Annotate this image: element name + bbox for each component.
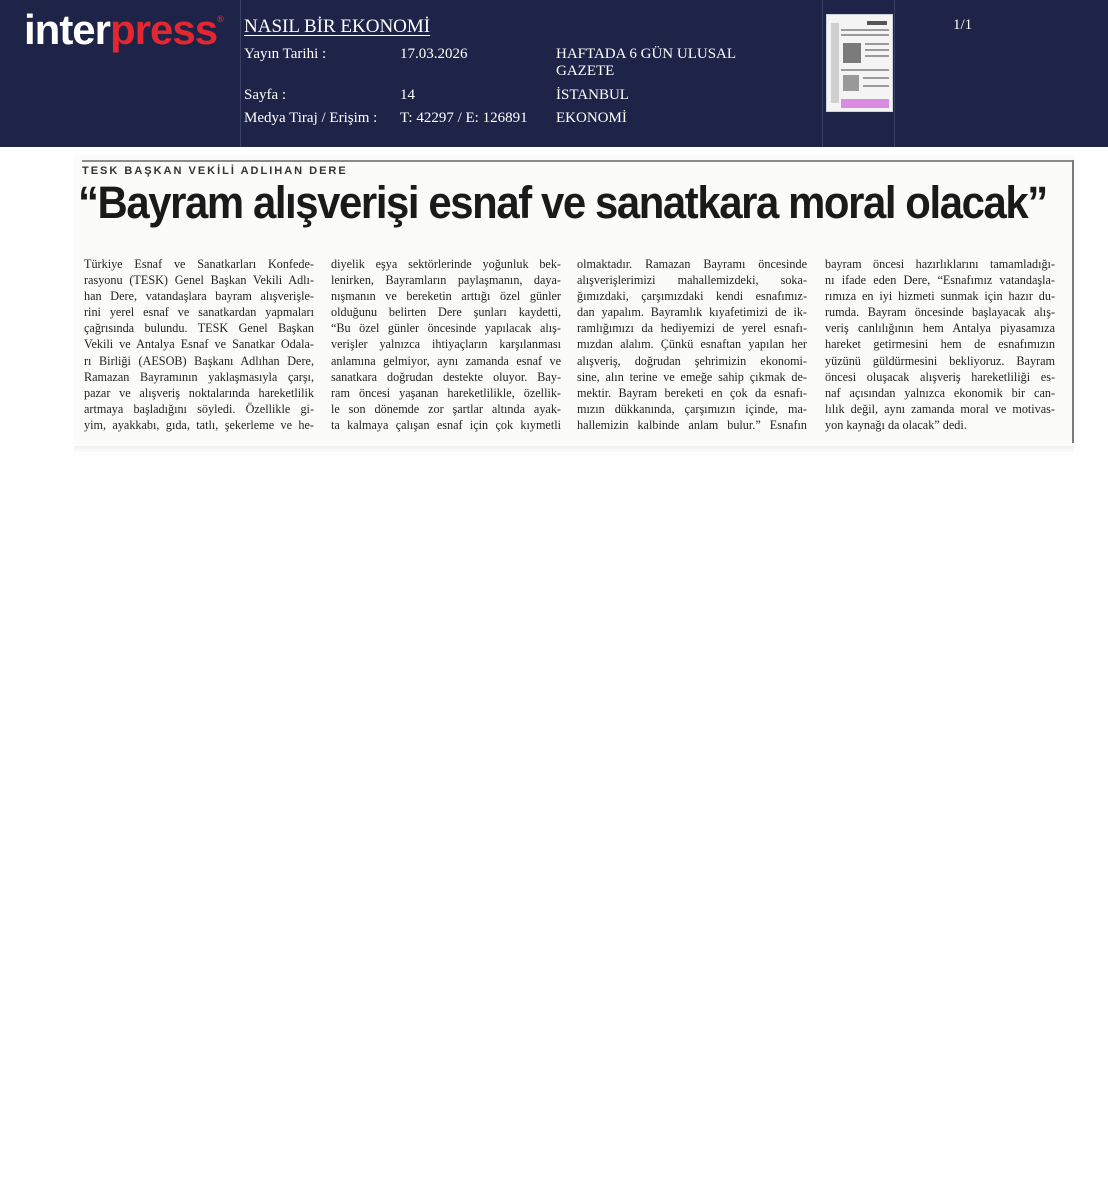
article-line: lılık değil, aynı zamanda moral ve motivas- bbox=[825, 401, 1055, 416]
article-line: yim, ayakkabı, gıda, tatlı, şekerleme ve he- bbox=[84, 417, 314, 432]
article-column-4 bbox=[825, 256, 1055, 433]
article-line: hareket getirmesini hem de esnafımızın bbox=[825, 337, 1055, 352]
article-line: mektir. Bayram bereketi en çok da esnafı- bbox=[577, 385, 807, 400]
top-rule bbox=[82, 160, 1074, 162]
article-line: rı Birliği (AESOB) Başkanı Adlıhan Dere, bbox=[84, 353, 314, 368]
article-line: olduğunu belirten Dere şunları kaydetti, bbox=[331, 305, 561, 320]
article-line: anlamına gelmiyor, aynı zamanda esnaf ve bbox=[331, 353, 561, 368]
article-line: mızdan alalım. Çünkü esnaftan yapılan her bbox=[577, 337, 807, 352]
article-line: le son dönemde zor şartlar altında ayak- bbox=[331, 401, 561, 416]
article-line: diyelik eşya sektörlerinde yoğunluk bek- bbox=[331, 257, 561, 271]
page-count: 1/1 bbox=[953, 17, 973, 33]
publication-title[interactable]: NASIL BİR EKONOMİ bbox=[244, 16, 431, 37]
article-line: verişler yalnızca ihtiyaçların karşılanması bbox=[331, 337, 561, 352]
page-value: 14 bbox=[400, 87, 415, 103]
article-line: çağrısında bulundu. TESK Genel Başkan bbox=[84, 321, 314, 336]
article-line: rini yerel esnaf ve sanatkardan yapmaları bbox=[84, 305, 314, 320]
article-kicker: TESK BAŞKAN VEKİLİ ADLIHAN DERE bbox=[82, 165, 348, 177]
article-line: ğımızdaki, çarşımızdaki kendi esnafımız- bbox=[577, 289, 807, 304]
article-column-2 bbox=[331, 256, 561, 433]
right-rule bbox=[1072, 160, 1074, 443]
article-line: “Bu özel günler öncesinde yapılacak alış- bbox=[331, 321, 561, 336]
article-line: ram öncesi yaşanan hareketlilikle, özellik- bbox=[331, 385, 561, 400]
header-divider bbox=[240, 0, 241, 147]
article-headline: “Bayram alışverişi esnaf ve sanatkara moral olacak” bbox=[78, 177, 1047, 228]
article-line: yon kaynağı da olacak” dedi. bbox=[825, 417, 967, 432]
article-line: nışmanın ve bereketin arttığı özel günler bbox=[331, 289, 561, 304]
article-line: dan yapalım. Bayramlık kıyafetimizi de ik- bbox=[577, 305, 807, 320]
article-line: naf açısından yalnızca ekonomik bir can- bbox=[825, 385, 1055, 400]
article-line: artmaya başladığını söyledi. Özellikle gi- bbox=[84, 401, 314, 416]
category-text: EKONOMİ bbox=[556, 110, 627, 126]
article-line: Vekili ve Antalya Esnaf ve Sanatkar Odala- bbox=[84, 337, 314, 352]
article-line: veriş canlılığının hem Antalya piyasamıza bbox=[825, 321, 1055, 336]
article-line: sine, alın terine ve emeğe sahip çıkmak de- bbox=[577, 369, 807, 384]
clipping-header bbox=[0, 0, 1108, 147]
clipping-edge bbox=[74, 446, 1074, 454]
page-thumbnail[interactable] bbox=[826, 14, 893, 112]
article-line: lenirken, Bayramların paylaşmanın, daya- bbox=[331, 273, 561, 288]
article-line: yüzünü güldürmesini bekliyoruz. Bayram bbox=[825, 353, 1055, 368]
article-line: ramlığımızı da hediyemizi de yerel esnafı- bbox=[577, 321, 807, 336]
article-line: han Dere, vatandaşlara bayram alışverişle- bbox=[84, 289, 314, 304]
article-line: rumda. Bayram öncesinde başlayacak alış- bbox=[825, 305, 1055, 320]
article-line: pazar ve alışveriş noktalarında hareketlilik bbox=[84, 385, 314, 400]
article-line: nı ifade eden Dere, “Esnafımız vatandaşla- bbox=[825, 273, 1055, 288]
article-line: rasyonu (TESK) Genel Başkan Vekili Adlı- bbox=[84, 273, 314, 288]
article-line: alışverişlerimizi mahallemizdeki, soka- bbox=[577, 273, 807, 288]
date-value: 17.03.2026 bbox=[400, 46, 468, 62]
header-divider bbox=[822, 0, 823, 147]
article-line: hallemizin kalbinde anlam bulur.” Esnafın bbox=[577, 417, 807, 432]
highlighted-article bbox=[841, 99, 889, 108]
frequency-text: HAFTADA 6 GÜN ULUSAL GAZETE bbox=[556, 46, 736, 79]
header-divider bbox=[894, 0, 895, 147]
article-line: sanatkara doğrudan destekte oluyor. Bay- bbox=[331, 369, 561, 384]
article-line: öncesi oluşacak alışveriş hareketliliği es- bbox=[825, 369, 1055, 384]
article-line: ta kalmaya çalışan esnaf için çok kıymetli bbox=[331, 417, 561, 432]
article-clipping bbox=[74, 155, 1074, 455]
article-line: rımıza en iyi hizmeti sunmak için hazır du- bbox=[825, 289, 1055, 304]
reach-label: Medya Tiraj / Erişim : bbox=[244, 110, 378, 126]
article-line: alışveriş, doğrudan şehrimizin ekonomi- bbox=[577, 353, 807, 368]
date-label: Yayın Tarihi : bbox=[244, 46, 327, 62]
article-line: mızın dükkanında, çarşımızın içinde, ma- bbox=[577, 401, 807, 416]
article-line: Türkiye Esnaf ve Sanatkarları Konfede- bbox=[84, 257, 314, 271]
city-text: İSTANBUL bbox=[556, 87, 629, 103]
article-line: Ramazan Bayramının yaklaşmasıyla çarşı, bbox=[84, 369, 314, 384]
article-line: olmaktadır. Ramazan Bayramı öncesinde bbox=[577, 257, 807, 271]
article-column-1 bbox=[84, 256, 314, 433]
page-label: Sayfa : bbox=[244, 87, 287, 103]
reach-value: T: 42297 / E: 126891 bbox=[400, 110, 528, 126]
interpress-logo: interpress® bbox=[24, 6, 223, 53]
article-line: bayram öncesi hazırlıklarını tamamladığı- bbox=[825, 257, 1055, 271]
article-column-3 bbox=[577, 256, 807, 433]
